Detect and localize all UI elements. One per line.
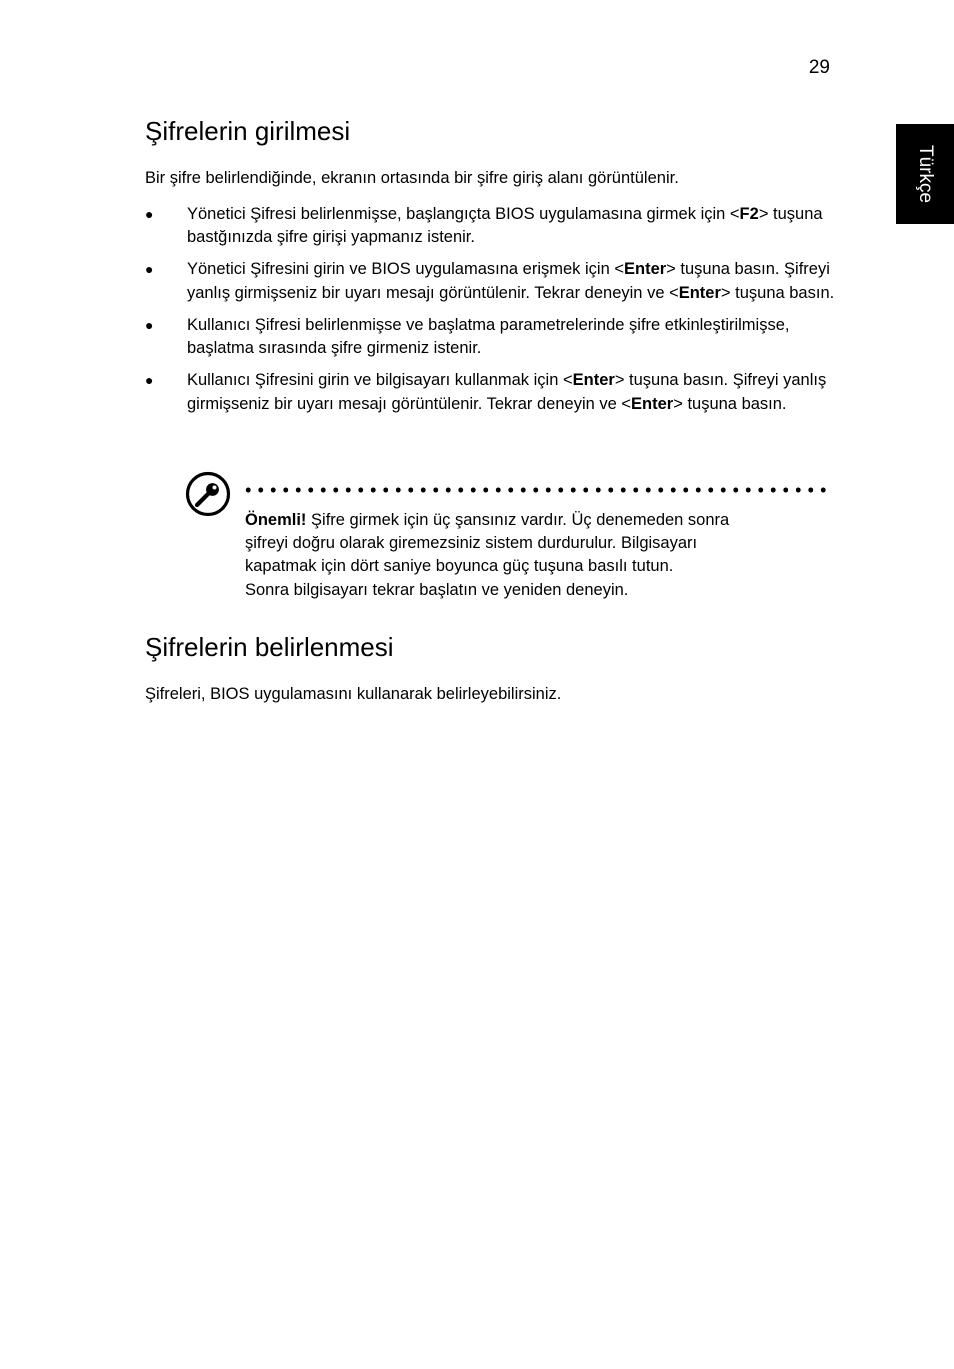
bullet-icon: ● (145, 206, 154, 222)
list-item (145, 369, 835, 416)
bullet-icon: ● (145, 372, 154, 389)
key-name: Enter (623, 260, 667, 279)
language-tab-label: Türkçe (915, 144, 936, 204)
bullet-text: > tuşuna basın. Şifreyi yanlış girmişseniz bir uyarı mesajı görüntülenir. Tekrar deneyin ve < (187, 260, 830, 302)
note-dotted-divider (242, 487, 826, 493)
bullet-text: > tuşuna basın. Şifreyi yanlış girmişseniz bir uyarı mesajı görüntülenir. Tekrar deneyin ve < (187, 371, 827, 413)
bullet-text: Yönetici Şifresini girin ve BIOS uygulamasına erişmek için < (187, 260, 624, 279)
bullet-text: Kullanıcı Şifresi belirlenmişse ve başlatma parametrelerinde şifre etkinleştirilmişse, başlatma sırasında şifre girmeniz istenir. (187, 315, 790, 358)
section-intro-setting-passwords: Şifreleri, BIOS uygulamasını kullanarak belirleyebilirsiniz. (145, 685, 562, 703)
note-line: şifreyi doğru olarak giremezsiniz sistem durdurulur. Bilgisayarı (245, 534, 698, 553)
note-line: Şifre girmek için üç şansınız vardır. Üç denemeden sonra (306, 511, 730, 529)
section-title-setting-passwords: Şifrelerin belirlenmesi (145, 632, 394, 662)
section-title-entering-passwords: Şifrelerin girilmesi (145, 116, 351, 146)
list-item (145, 203, 835, 250)
important-note (245, 509, 825, 602)
key-name: Enter (572, 371, 615, 390)
password-bullet-list (145, 203, 835, 425)
bullet-text: > tuşuna basın. (720, 283, 835, 302)
note-line: kapatmak için dört saniye boyunca güç tuşuna basılı tutun. (245, 557, 674, 576)
bullet-icon: ● (145, 261, 154, 278)
key-icon (185, 471, 231, 517)
note-line: Sonra bilgisayarı tekrar başlatın ve yeniden deneyin. (245, 580, 629, 599)
language-tab (896, 124, 954, 224)
section-intro-entering-passwords: Bir şifre belirlendiğinde, ekranın ortasında bir şifre giriş alanı görüntülenir. (145, 169, 679, 187)
bullet-text: Yönetici Şifresi belirlenmişse, başlangıçta BIOS uygulamasına girmek için < (187, 205, 740, 223)
key-name: Enter (631, 394, 674, 413)
key-name: F2 (739, 205, 759, 223)
key-name: Enter (678, 283, 721, 302)
bullet-text: > tuşuna basın. (673, 394, 787, 413)
bullet-icon: ● (145, 316, 154, 333)
note-label: Önemli! (245, 511, 307, 529)
list-item (145, 258, 835, 305)
page-number: 29 (808, 57, 830, 78)
bullet-text: Kullanıcı Şifresini girin ve bilgisayarı kullanmak için < (187, 371, 573, 390)
bullet-text: > tuşuna bastğınızda şifre girişi yapmanız istenir. (187, 205, 823, 247)
list-item (145, 314, 835, 361)
